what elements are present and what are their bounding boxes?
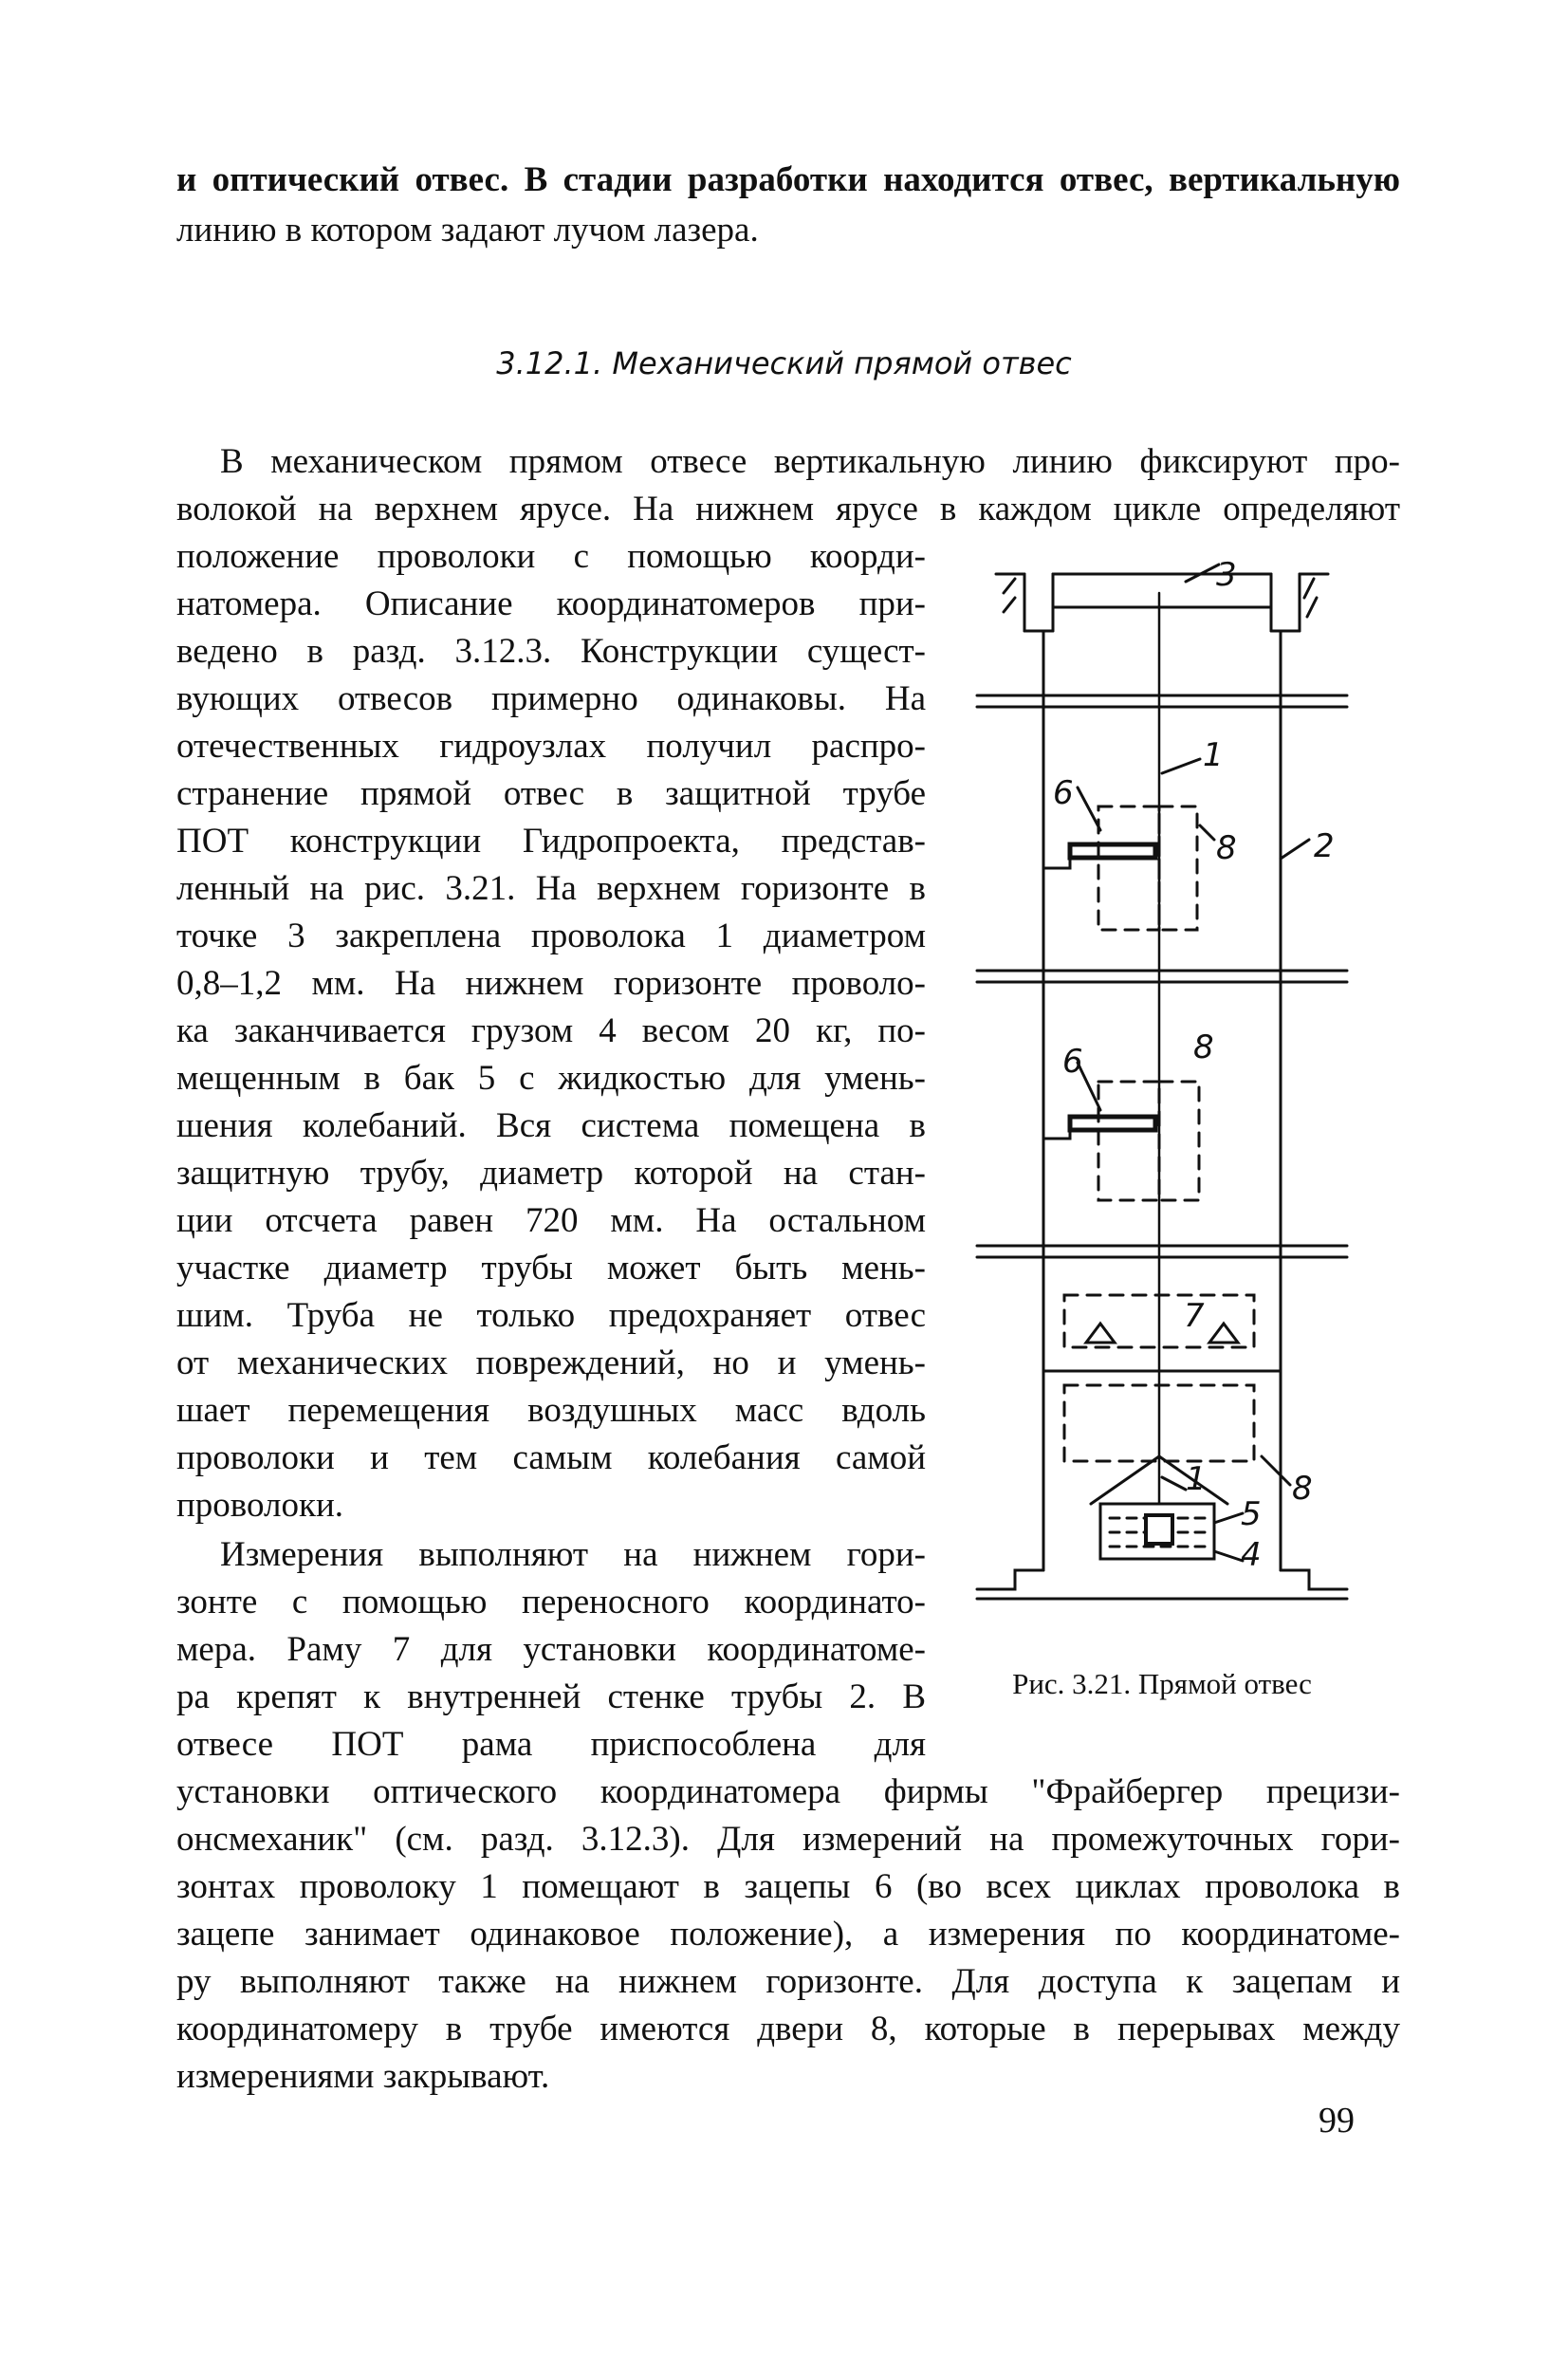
para1-wrap-line: шает перемещения воздушных масс вдоль [176, 1391, 926, 1430]
figure-label: 7 [1184, 1297, 1205, 1335]
para2-wrap-line: Измерения выполняют на нижнем гори- [220, 1535, 926, 1574]
figure-label: 1 [1186, 1460, 1207, 1498]
para2-wrap-line: зонте с помощью переносного координато- [176, 1583, 926, 1621]
para2-line: измерениями закрывают. [176, 2057, 550, 2096]
para1-line-2: волокой на верхнем ярусе. На нижнем ярусе в каждом цикле определяют [176, 490, 1400, 528]
para2-line: координатомеру в трубе имеются двери 8, которые в перерывах между [176, 2010, 1400, 2048]
para1-wrap-line: ции отсчета равен 720 мм. На остальном [176, 1201, 926, 1240]
para1-wrap-line: натомера. Описание координатомеров при- [176, 584, 926, 623]
figure-label: 8 [1193, 1028, 1214, 1066]
intro-line-1: и оптический отвес. В стадии разработки находится отвес, вертикальную [176, 160, 1400, 199]
para1-wrap-line: 0,8–1,2 мм. На нижнем горизонте проволо- [176, 964, 926, 1003]
para2-line: зонтах проволоку 1 помещают в зацепы 6 (во всех циклах проволока в [176, 1867, 1400, 1906]
figure-label: 2 [1314, 827, 1335, 865]
para1-wrap-line: защитную трубу, диаметр которой на стан- [176, 1154, 926, 1193]
para1-wrap-line: ленный на рис. 3.21. На верхнем горизонте в [176, 869, 926, 908]
para1-wrap-line: странение прямой отвес в защитной трубе [176, 774, 926, 813]
figure-label: 8 [1216, 829, 1237, 867]
para2-line: установки оптического координатомера фирмы "Фрайбергер прецизи- [176, 1772, 1400, 1811]
para1-wrap-line: проволоки и тем самым колебания самой [176, 1438, 926, 1477]
para1-wrap-line: мещенным в бак 5 с жидкостью для умень- [176, 1059, 926, 1098]
para1-wrap-line: участке диаметр трубы может быть мень- [176, 1249, 926, 1288]
para1-wrap-line: ка заканчивается грузом 4 весом 20 кг, по- [176, 1011, 926, 1050]
para2-wrap-line: ра крепят к внутренней стенке трубы 2. В [176, 1677, 926, 1716]
para1-wrap-line: шим. Труба не только предохраняет отвес [176, 1296, 926, 1335]
figure-label: 6 [1053, 774, 1074, 812]
para1-wrap-line: положение проволоки с помощью коорди- [176, 537, 926, 576]
plumb-line-figure [958, 555, 1366, 1627]
figure-label: 5 [1241, 1495, 1262, 1533]
figure-caption: Рис. 3.21. Прямой отвес [1012, 1667, 1312, 1700]
para1-wrap-line: ПОТ конструкции Гидропроекта, представ- [176, 822, 926, 861]
page-number: 99 [1319, 2101, 1355, 2140]
para2-line: ру выполняют также на нижнем горизонте. Для доступа к зацепам и [176, 1962, 1400, 2001]
intro-line-2: линию в котором задают лучом лазера. [176, 211, 759, 250]
figure-label: 1 [1203, 736, 1224, 774]
figure-label: 6 [1062, 1043, 1083, 1081]
para1-wrap-line: шения колебаний. Вся система помещена в [176, 1106, 926, 1145]
para2-line: онсмеханик" (см. разд. 3.12.3). Для измерений на промежуточных гори- [176, 1820, 1400, 1859]
para1-wrap-line: проволоки. [176, 1486, 344, 1525]
para1-wrap-line: отечественных гидроузлах получил распро- [176, 727, 926, 766]
para1-wrap-line: ведено в разд. 3.12.3. Конструкции сущест- [176, 632, 926, 671]
para1-wrap-line: вующих отвесов примерно одинаковы. На [176, 679, 926, 718]
section-heading: 3.12.1. Механический прямой отвес [496, 345, 1072, 381]
figure-label: 8 [1292, 1470, 1313, 1508]
para1-line-1: В механическом прямом отвесе вертикальную линию фиксируют про- [220, 442, 1400, 481]
para2-line: зацепе занимает одинаковое положение), а измерения по координатоме- [176, 1915, 1400, 1954]
para2-wrap-line: мера. Раму 7 для установки координатоме- [176, 1630, 926, 1669]
figure-label: 3 [1216, 556, 1237, 594]
para1-wrap-line: точке 3 закреплена проволока 1 диаметром [176, 917, 926, 955]
para2-wrap-line: отвесе ПОТ рама приспособлена для [176, 1725, 926, 1764]
para1-wrap-line: от механических повреждений, но и умень- [176, 1343, 926, 1382]
figure-label: 4 [1241, 1536, 1262, 1574]
